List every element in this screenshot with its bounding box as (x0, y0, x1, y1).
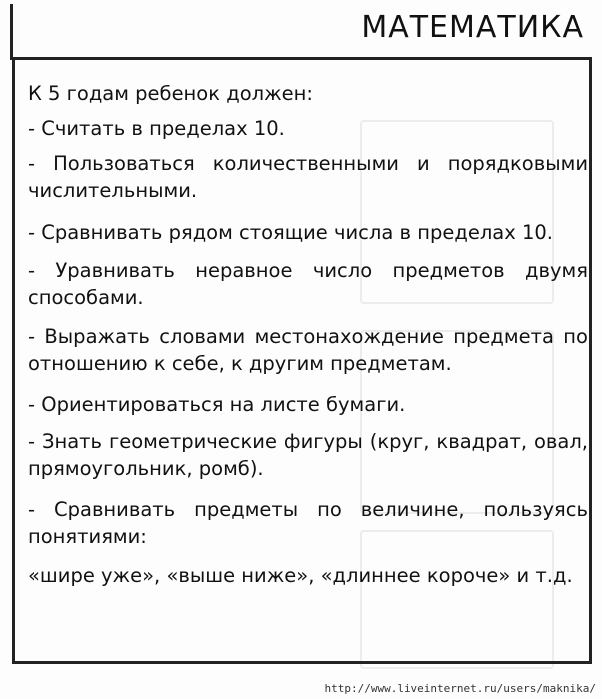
header-left-rule (10, 4, 13, 60)
list-item: - Уравнивать неравное число предметов двумя способами. (28, 259, 588, 309)
intro-line: К 5 годам ребенок должен: (28, 82, 313, 105)
source-url: http://www.liveinternet.ru/users/maknika/ (324, 682, 596, 695)
list-item: - Пользоваться количественными и порядковыми числительными. (28, 152, 588, 202)
list-item: - Сравнивать рядом стоящие числа в пределах 10. (28, 221, 553, 244)
page-title: МАТЕМАТИКА (361, 10, 584, 45)
list-item: - Ориентироваться на листе бумаги. (28, 393, 406, 416)
list-item: - Сравнивать предметы по величине, пользуясь понятиями: (28, 498, 588, 548)
list-item: - Выражать словами местонахождение предмета по отношению к себе, к другим предметам. (28, 325, 588, 375)
list-item: «шире уже», «выше ниже», «длиннее короче» и т.д. (28, 564, 573, 587)
list-item: - Знать геометрические фигуры (круг, квадрат, овал, прямоугольник, ромб). (28, 430, 588, 480)
list-item: - Считать в пределах 10. (28, 117, 285, 140)
